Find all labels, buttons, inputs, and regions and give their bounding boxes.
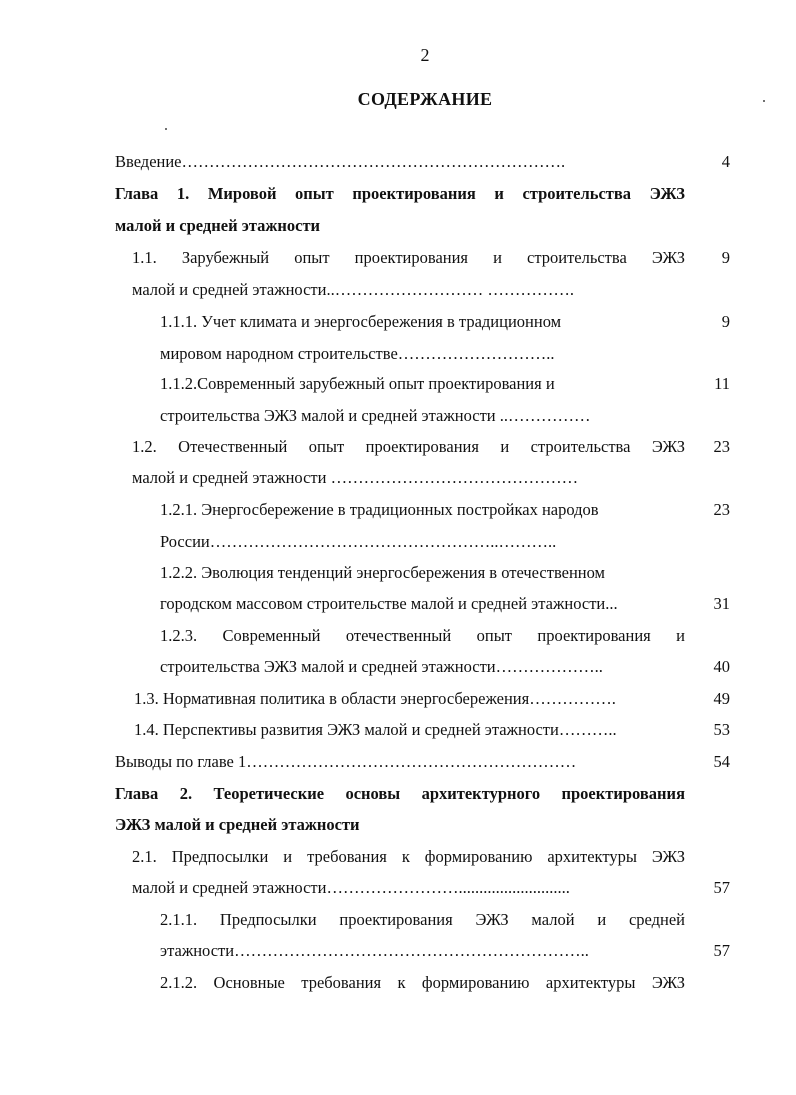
toc-entry-text: 2.1.1. Предпосылки проектирования ЭЖЗ малой и средней (160, 910, 685, 929)
scan-speck (763, 100, 765, 102)
toc-entry-text: строительства ЭЖЗ малой и средней этажности ..…………… (160, 406, 591, 425)
toc-entry-page: 53 (713, 720, 730, 739)
toc-entry-text: 1.2. Отечественный опыт проектирования и строительства ЭЖЗ (132, 437, 685, 456)
toc-entry-page: 23 (713, 500, 730, 519)
toc-entry-text: России……………………………………………..……….. (160, 532, 557, 551)
toc-entry-page: 57 (713, 878, 730, 897)
toc-entry-text: малой и средней этажности (115, 216, 321, 235)
toc-entry-text: 1.1.1. Учет климата и энергосбережения в традиционном (160, 312, 562, 331)
toc-entry-text: 2.1. Предпосылки и требования к формированию архитектуры ЭЖЗ (132, 847, 685, 866)
toc-entry-text: 1.1.2.Современный зарубежный опыт проектирования и (160, 374, 555, 393)
toc-entry-text: ЭЖЗ малой и средней этажности (115, 815, 360, 834)
toc-entry-text: малой и средней этажности ……………………………………… (132, 468, 579, 487)
toc-entry-page: 54 (713, 752, 730, 771)
toc-entry-text: этажности……………………………………………………….. (160, 941, 589, 960)
toc-entry-text: 1.3. Нормативная политика в области энергосбережения……………. (134, 689, 616, 708)
toc-entry-text: Введение……………………………………………………………. (115, 152, 566, 171)
toc-entry-page: 57 (713, 941, 730, 960)
toc-entry-text: Глава 1. Мировой опыт проектирования и строительства ЭЖЗ (115, 184, 685, 203)
toc-entry-text: Выводы по главе 1…………………………………………………… (115, 752, 577, 771)
toc-entry-text: строительства ЭЖЗ малой и средней этажности……………….. (160, 657, 603, 676)
toc-entry-text: мировом народном строительстве……………………….. (160, 344, 555, 363)
toc-entry-page: 11 (714, 374, 730, 393)
toc-entry-page: 49 (713, 689, 730, 708)
toc-entry-text: Глава 2. Теоретические основы архитектурного проектирования (115, 784, 685, 803)
toc-entry-page: 40 (713, 657, 730, 676)
scan-speck (165, 128, 167, 130)
toc-entry-text: 1.2.2. Эволюция тенденций энергосбережения в отечественном (160, 563, 605, 582)
toc-entry-page: 9 (721, 312, 730, 331)
toc-entry-text: 1.2.1. Энергосбережение в традиционных постройках народов (160, 500, 599, 519)
toc-entry-page: 31 (713, 594, 730, 613)
toc-entry-text: 1.1. Зарубежный опыт проектирования и строительства ЭЖЗ (132, 248, 685, 267)
page-number: 2 (420, 45, 430, 65)
toc-entry-page: 9 (721, 248, 730, 267)
toc-entry-text: малой и средней этажности..……………………… ……………. (132, 280, 574, 299)
toc-entry-page: 4 (721, 152, 730, 171)
toc-entry-text: городском массовом строительстве малой и средней этажности... (160, 594, 618, 613)
toc-entry-page: 23 (713, 437, 730, 456)
toc-entry-text: 2.1.2. Основные требования к формированию архитектуры ЭЖЗ (160, 973, 685, 992)
toc-entry-text: малой и средней этажности……………………........................... (132, 878, 570, 897)
page-title: СОДЕРЖАНИЕ (357, 89, 493, 109)
toc-entry-text: 1.2.3. Современный отечественный опыт проектирования и (160, 626, 685, 645)
toc-entry-text: 1.4. Перспективы развития ЭЖЗ малой и средней этажности……….. (134, 720, 617, 739)
